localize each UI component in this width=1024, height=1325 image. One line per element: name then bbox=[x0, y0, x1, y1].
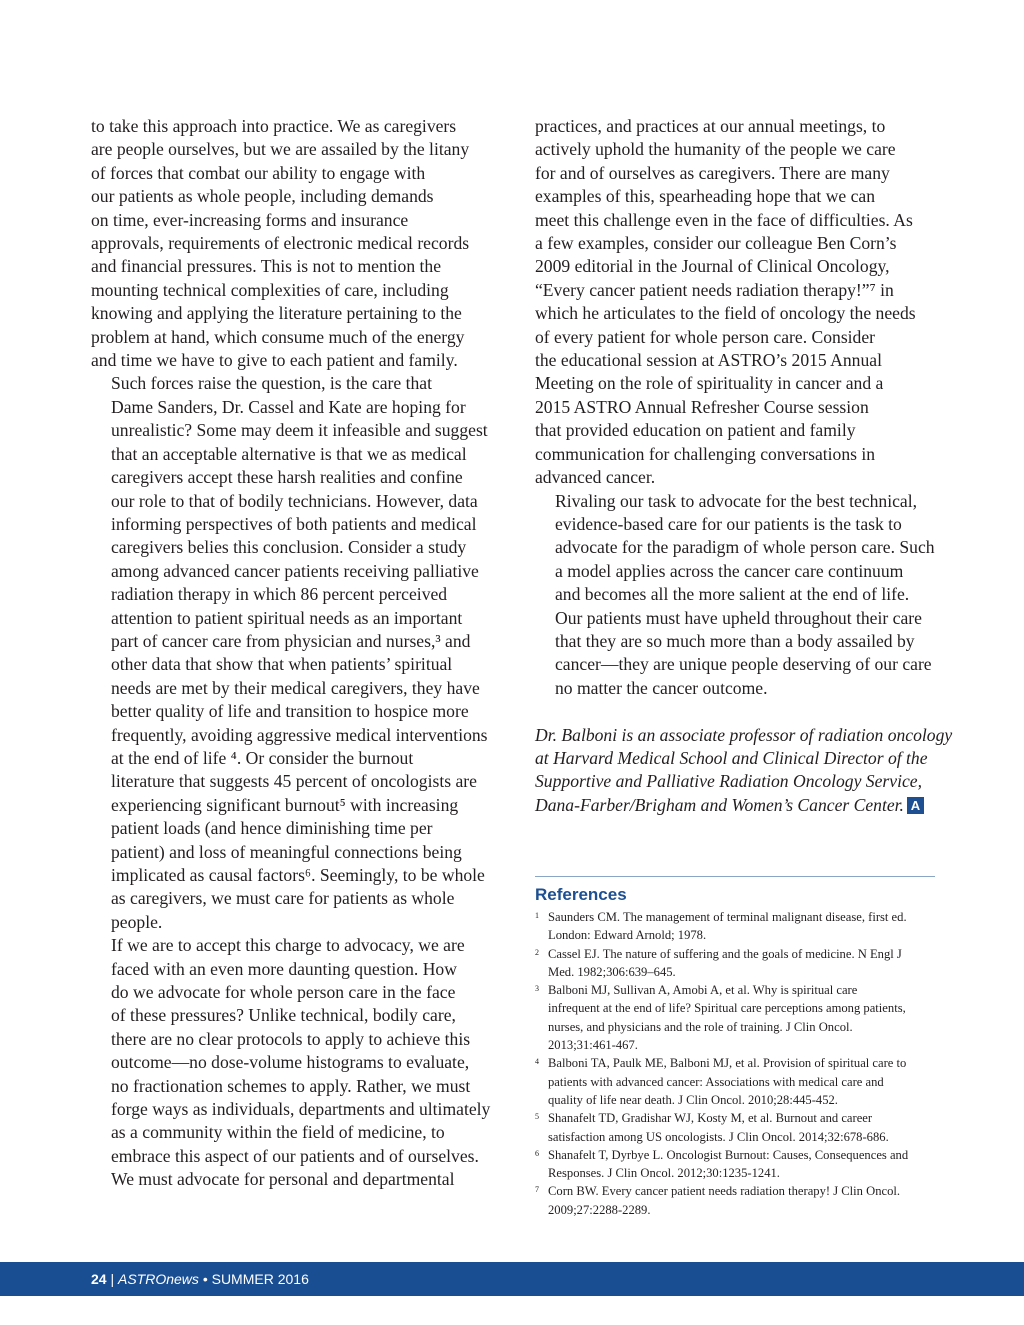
text-line: and financial pressures. This is not to mention the bbox=[91, 256, 442, 277]
text-line: Meeting on the role of spirituality in cancer and a bbox=[535, 373, 884, 394]
text-line: of these pressures? Unlike technical, bodily care, bbox=[111, 1005, 456, 1026]
reference-line: quality of life near death. J Clin Oncol. 2010;28:445-452. bbox=[548, 1092, 838, 1107]
reference-number: 3 bbox=[535, 984, 539, 994]
reference-line: Cassel EJ. The nature of suffering and the goals of medicine. N Engl J bbox=[548, 946, 902, 961]
reference-item bbox=[535, 945, 935, 982]
footer-bullet: • bbox=[202, 1271, 208, 1287]
text-line: better quality of life and transition to hospice more bbox=[111, 701, 469, 722]
footer-separator: | bbox=[110, 1271, 115, 1287]
page-footer bbox=[0, 1262, 1024, 1296]
text-line: that an acceptable alternative is that we as medical bbox=[111, 443, 467, 464]
text-line: that they are so much more than a body assailed by bbox=[555, 630, 915, 651]
reference-line: London: Edward Arnold; 1978. bbox=[548, 928, 707, 943]
reference-line: patients with advanced cancer: Associations with medical care and bbox=[548, 1074, 884, 1089]
reference-item bbox=[535, 1109, 935, 1146]
text-line: knowing and applying the literature pertaining to the bbox=[91, 303, 462, 324]
text-line: that provided education on patient and family bbox=[535, 420, 856, 441]
text-line: practices, and practices at our annual meetings, to bbox=[535, 116, 886, 136]
reference-item bbox=[535, 981, 935, 1054]
text-line: other data that show that when patients’ spiritual bbox=[111, 654, 453, 675]
text-line: for and of ourselves as caregivers. There are many bbox=[535, 162, 890, 183]
reference-item bbox=[535, 1146, 935, 1183]
references-heading: References bbox=[535, 885, 627, 904]
text-line: patient) and loss of meaningful connections being bbox=[111, 841, 462, 862]
text-line: no fractionation schemes to apply. Rather, we must bbox=[111, 1075, 471, 1096]
text-line: If we are to accept this charge to advocacy, we are bbox=[111, 935, 465, 956]
text-line: radiation therapy in which 86 percent perceived bbox=[111, 584, 448, 605]
reference-item bbox=[535, 908, 935, 945]
reference-number: 5 bbox=[535, 1112, 539, 1122]
text-line: on time, ever-increasing forms and insurance bbox=[91, 209, 409, 230]
text-line: of every patient for whole person care. Consider bbox=[535, 326, 876, 347]
text-line: Dame Sanders, Dr. Cassel and Kate are hoping for bbox=[111, 396, 466, 417]
text-line: advanced cancer. bbox=[535, 467, 656, 488]
text-line: as caregivers, we must care for patients as whole bbox=[111, 888, 455, 909]
text-line: actively uphold the humanity of the people we care bbox=[535, 139, 896, 160]
text-line: meet this challenge even in the face of difficulties. As bbox=[535, 209, 913, 230]
text-line: literature that suggests 45 percent of oncologists are bbox=[111, 771, 477, 792]
text-line: Rivaling our task to advocate for the best technical, bbox=[555, 490, 918, 511]
text-line: 2009 editorial in the Journal of Clinical Oncology, bbox=[535, 256, 890, 277]
left-column bbox=[91, 115, 491, 1192]
reference-line: infrequent at the end of life? Spiritual care perceptions among patients, bbox=[548, 1001, 906, 1016]
text-line: forge ways as individuals, departments and ultimately bbox=[111, 1099, 491, 1120]
paragraph bbox=[91, 934, 491, 1191]
text-line: evidence-based care for our patients is the task to bbox=[555, 513, 902, 534]
text-line: problem at hand, which consume much of the energy bbox=[91, 326, 465, 347]
text-line: attention to patient spiritual needs as an important bbox=[111, 607, 463, 628]
text-line: mounting technical complexities of care, including bbox=[91, 279, 449, 300]
reference-number: 6 bbox=[535, 1148, 539, 1158]
text-line: outcome—no dose-volume histograms to evaluate, bbox=[111, 1052, 470, 1073]
text-line: Such forces raise the question, is the care that bbox=[111, 373, 432, 394]
text-line: informing perspectives of both patients and medical bbox=[111, 513, 477, 534]
text-line: the educational session at ASTRO’s 2015 Annual bbox=[535, 350, 882, 371]
text-line: “Every cancer patient needs radiation therapy!”⁷ in bbox=[535, 279, 894, 300]
bio-line: Supportive and Palliative Radiation Oncology Service, bbox=[535, 771, 922, 792]
footer-content bbox=[91, 1262, 309, 1296]
reference-line: Saunders CM. The management of terminal malignant disease, first ed. bbox=[548, 910, 907, 924]
text-line: frequently, avoiding aggressive medical interventions bbox=[111, 724, 488, 745]
text-line: our patients as whole people, including demands bbox=[91, 186, 434, 207]
text-line: which he articulates to the field of oncology the needs bbox=[535, 303, 916, 324]
text-line: at the end of life ⁴. Or consider the burnout bbox=[111, 747, 414, 768]
reference-line: Shanafelt T, Dyrbye L. Oncologist Burnout: Causes, Consequences and bbox=[548, 1147, 909, 1162]
text-line: part of cancer care from physician and nurses,³ and bbox=[111, 630, 471, 651]
text-line: are people ourselves, but we are assailed by the litany bbox=[91, 139, 470, 160]
reference-number: 2 bbox=[535, 947, 539, 957]
text-line: patient loads (and hence diminishing time per bbox=[111, 818, 433, 839]
text-line: a few examples, consider our colleague Ben Corn’s bbox=[535, 233, 897, 254]
right-column bbox=[535, 115, 953, 817]
text-line: there are no clear protocols to apply to achieve this bbox=[111, 1028, 471, 1049]
text-line: and becomes all the more salient at the end of life. bbox=[555, 584, 910, 605]
text-line: of forces that combat our ability to engage with bbox=[91, 162, 426, 183]
text-line: among advanced cancer patients receiving palliative bbox=[111, 560, 479, 581]
text-line: advocate for the paradigm of whole person care. Such bbox=[555, 537, 935, 558]
text-line: cancer—they are unique people deserving of our care bbox=[555, 654, 932, 675]
bio-line: Dr. Balboni is an associate professor of radiation oncology bbox=[535, 724, 953, 745]
text-line: We must advocate for personal and departmental bbox=[111, 1169, 455, 1190]
paragraph bbox=[535, 490, 939, 701]
reference-line: satisfaction among US oncologists. J Clin Oncol. 2014;32:678-686. bbox=[548, 1129, 889, 1144]
text-line: our role to that of bodily technicians. However, data bbox=[111, 490, 478, 511]
reference-line: Corn BW. Every cancer patient needs radiation therapy! J Clin Oncol. bbox=[548, 1184, 901, 1199]
text-line: caregivers belies this conclusion. Consider a study bbox=[111, 537, 467, 558]
reference-line: Med. 1982;306:639–645. bbox=[548, 964, 676, 979]
text-line: to take this approach into practice. We as caregivers bbox=[91, 116, 457, 136]
bio-line: at Harvard Medical School and Clinical Director of the bbox=[535, 747, 928, 768]
text-line: Our patients must have upheld throughout their care bbox=[555, 607, 922, 628]
issue-label: SUMMER 2016 bbox=[211, 1271, 309, 1287]
text-line: implicated as causal factors⁶. Seemingly, to be whole bbox=[111, 865, 485, 885]
astro-logo-icon: A bbox=[907, 797, 924, 814]
reference-number: 4 bbox=[535, 1057, 539, 1067]
publication-name: ASTROnews bbox=[118, 1271, 199, 1287]
text-line: a model applies across the cancer care continuum bbox=[555, 560, 904, 581]
author-bio bbox=[535, 724, 953, 818]
text-line: communication for challenging conversations in bbox=[535, 443, 876, 464]
reference-line: 2013;31:461-467. bbox=[548, 1038, 638, 1053]
text-line: 2015 ASTRO Annual Refresher Course session bbox=[535, 396, 869, 417]
text-line: do we advocate for whole person care in the face bbox=[111, 982, 456, 1003]
reference-line: nurses, and physicians and the role of training. J Clin Oncol. bbox=[548, 1019, 853, 1034]
page-number: 24 bbox=[91, 1271, 107, 1287]
text-line: embrace this aspect of our patients and of ourselves. bbox=[111, 1145, 479, 1166]
paragraph bbox=[91, 115, 491, 372]
text-line: examples of this, spearheading hope that we can bbox=[535, 186, 876, 207]
reference-line: Responses. J Clin Oncol. 2012;30:1235-1241. bbox=[548, 1166, 780, 1181]
bio-line-last bbox=[535, 794, 939, 817]
reference-item bbox=[535, 1182, 935, 1219]
text-line: as a community within the field of medicine, to bbox=[111, 1122, 445, 1143]
reference-line: Balboni MJ, Sullivan A, Amobi A, et al. Why is spiritual care bbox=[548, 983, 858, 998]
reference-line: 2009;27:2288-2289. bbox=[548, 1202, 651, 1217]
text-line: approvals, requirements of electronic medical records bbox=[91, 233, 470, 254]
reference-number: 7 bbox=[535, 1185, 539, 1195]
paragraph bbox=[535, 115, 939, 490]
text-line: caregivers accept these harsh realities and confine bbox=[111, 467, 463, 488]
text-line: experiencing significant burnout⁵ with increasing bbox=[111, 794, 459, 815]
reference-number: 1 bbox=[535, 911, 539, 920]
bio-line: Dana-Farber/Brigham and Women’s Cancer Center. bbox=[535, 794, 904, 815]
text-line: faced with an even more daunting question. How bbox=[111, 958, 457, 979]
text-line: and time we have to give to each patient and family. bbox=[91, 350, 458, 371]
references-section bbox=[535, 876, 935, 1219]
text-line: people. bbox=[111, 911, 163, 932]
text-line: unrealistic? Some may deem it infeasible and suggest bbox=[111, 420, 488, 441]
reference-line: Shanafelt TD, Gradishar WJ, Kosty M, et al. Burnout and career bbox=[548, 1111, 873, 1126]
text-line: needs are met by their medical caregivers, they have bbox=[111, 677, 480, 698]
text-line: no matter the cancer outcome. bbox=[555, 677, 768, 698]
reference-line: Balboni TA, Paulk ME, Balboni MJ, et al. Provision of spiritual care to bbox=[548, 1056, 907, 1071]
paragraph bbox=[91, 372, 491, 934]
reference-item bbox=[535, 1054, 935, 1109]
